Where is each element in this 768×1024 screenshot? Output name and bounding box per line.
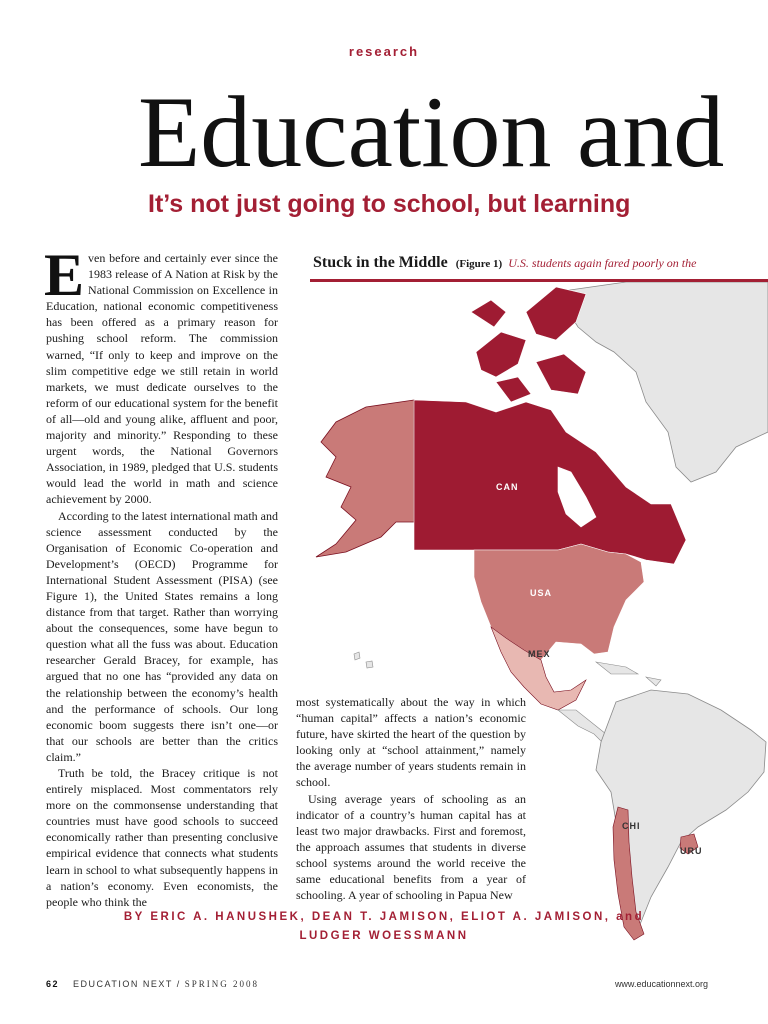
map-arctic-islands bbox=[471, 287, 586, 402]
paragraph-1-text: ven before and certainly ever since the 1983 release of A Nation at Risk by the National Commission on Excellence in Education, national economic competitiveness has been offered as a primary reason for pushing school reform. The commission warned, “If only to keep and improve on the slim competitive edge we still retain in world markets, we must dedicate ourselves to the reform of our educational system for the benefit of all—old and young alike, affluent and poor, majority and minority.” Responding to these urgent words, the National Governors Association, in 1989, pledged that U.S. students would lead the world in math and science achievement by 2000. bbox=[46, 251, 278, 507]
section-kicker: research bbox=[348, 44, 420, 59]
footer-url: www.educationnext.org bbox=[614, 979, 708, 989]
label-uru: URU bbox=[680, 846, 703, 856]
drop-cap: E bbox=[44, 242, 85, 308]
figure-title-text: Stuck in the Middle bbox=[313, 254, 448, 271]
headline: Education and bbox=[138, 76, 725, 189]
map-canada bbox=[414, 400, 686, 564]
byline-line-1: BY ERIC A. HANUSHEK, DEAN T. JAMISON, ELIOT A. JAMISON, and bbox=[123, 911, 645, 923]
footer-left bbox=[46, 979, 259, 989]
byline-line-2: LUDGER WOESSMANN bbox=[299, 930, 469, 942]
issue-season: SPRING 2008 bbox=[184, 979, 259, 989]
paragraph-1 bbox=[44, 242, 278, 508]
magazine-name: EDUCATION NEXT / bbox=[73, 979, 181, 989]
paragraph-3: Truth be told, the Bracey critique is not entirely misplaced. Most commentators rely more on the commonsense understanding that countries must have good schools to succeed economically rather than presenting conclusive empirical evidence that connects what students learn in school to what subsequently happens in a nation’s economy. Even economists, the people who think the bbox=[46, 766, 278, 909]
label-usa: USA bbox=[530, 588, 553, 598]
paragraph-2: According to the latest international math and science assessment conducted by the Organisation of Economic Co-operation and Development’s (OECD) Programme for International Student Assessment (PISA) (see Figure 1), the United States remains a long distance from that target. Rather than worrying about the consequences, some have begun to question what all the fuss was about. Education researcher Gerald Bracey, for example, has argued that no one has “provided any data on the relationship between the economy’s health and the performance of schools. Our long economic boom suggests there isn’t one—or that our schools are better than the critics claim.” bbox=[46, 508, 278, 764]
label-chi: CHI bbox=[622, 821, 641, 831]
label-can: CAN bbox=[496, 482, 519, 492]
figure-ref: (Figure 1) bbox=[455, 258, 503, 270]
body-column-2 bbox=[296, 694, 526, 903]
figure-caption: U.S. students again fared poorly on the bbox=[508, 256, 697, 270]
figure-title bbox=[313, 254, 696, 272]
paragraph-5: Using average years of schooling as an indicator of a country’s human capital has at least two major drawbacks. First and foremost, the approach assumes that students in diverse school systems around the world receive the same educational benefits from a year of schooling. A year of schooling in Papua New bbox=[296, 791, 526, 903]
page-number: 62 bbox=[46, 979, 60, 989]
paragraph-4: most systematically about the way in which “human capital” affects a nation’s economic future, have skirted the heart of the question by looking only at “school attainment,” namely the average number of years students remain in school. bbox=[296, 695, 526, 790]
label-mex: MEX bbox=[528, 649, 551, 659]
body-column-1 bbox=[44, 242, 278, 910]
map-hawaii bbox=[354, 652, 373, 668]
byline bbox=[0, 908, 768, 946]
subheadline: It’s not just going to school, but learning bbox=[148, 190, 631, 218]
map-alaska bbox=[316, 400, 414, 557]
